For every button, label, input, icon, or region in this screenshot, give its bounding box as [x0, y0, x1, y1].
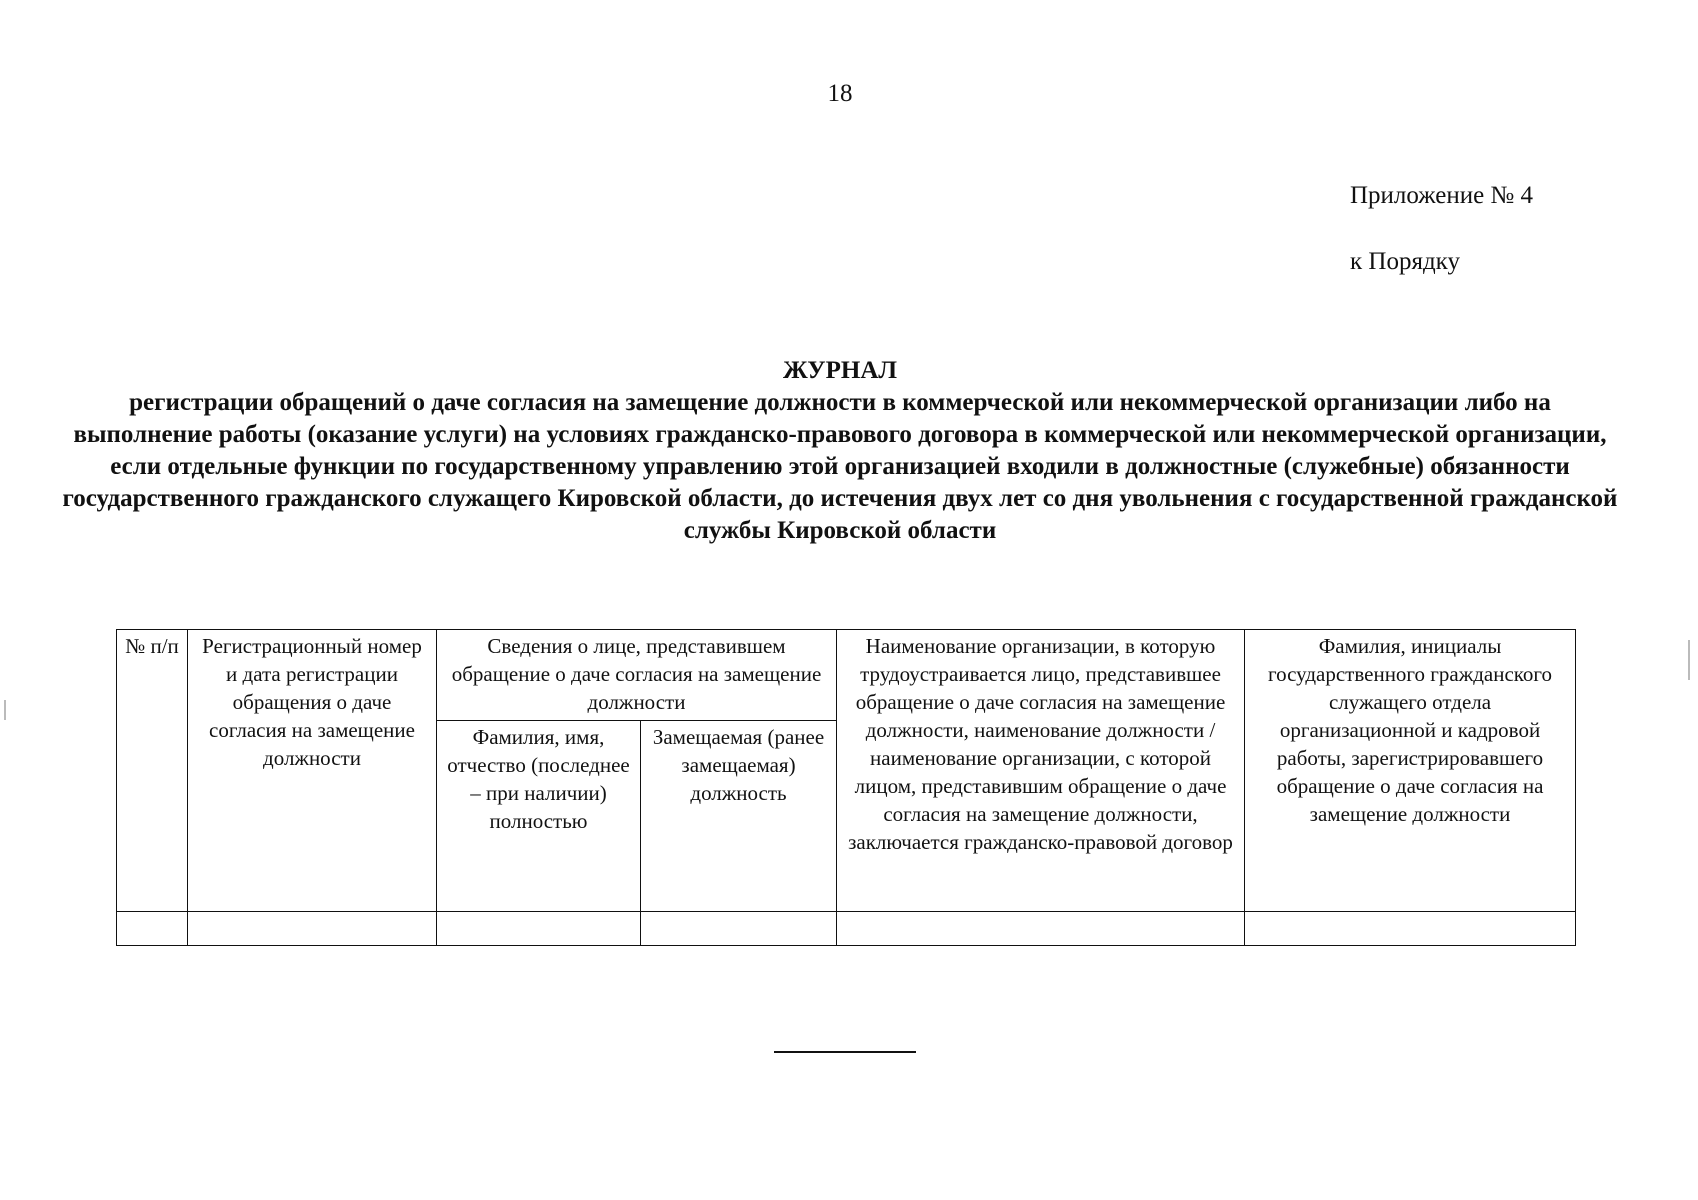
- table-cell: [641, 912, 837, 946]
- appendix-label: Приложение № 4: [1350, 182, 1534, 209]
- title-body: регистрации обращений о даче согласия на замещение должности в коммерческой или некоммерческой организации либо на выполнение работы (оказание услуги) на условиях гражданско-правового договора в коммерческой или некоммерческой организации, если отдельные функции по государственному управлению этой организацией входили в должностные (служебные) обязанности государственного гражданского служащего Кировской области, до истечения двух лет со дня увольнения с государственной гражданской службы Кировской области: [62, 389, 1618, 544]
- header-number: № п/п: [117, 630, 188, 912]
- document-title: [60, 355, 1620, 547]
- table-cell: [837, 912, 1245, 946]
- scan-artifact: [1688, 640, 1690, 680]
- appendix-reference: к Порядку: [1350, 248, 1460, 275]
- page-number: 18: [827, 80, 853, 107]
- table-cell: [117, 912, 188, 946]
- table-row: [117, 912, 1576, 946]
- header-registration: Регистрационный номер и дата регистрации обращения о даче согласия на замещение должности: [188, 630, 437, 912]
- header-full-name: Фамилия, имя, отчество (последнее – при наличии) полностью: [437, 721, 641, 912]
- table-cell: [1245, 912, 1576, 946]
- header-person-info: Сведения о лице, представившем обращение о даче согласия на замещение должности: [437, 630, 837, 721]
- header-organization: Наименование организации, в которую трудоустраивается лицо, представившее обращение о даче согласия на замещение должности, наименование должности / наименование организации, с которой лицом, представившим обращение о даче согласия на замещение должности, заключается гражданско-правовой договор: [837, 630, 1245, 912]
- footer-divider: [774, 1051, 916, 1053]
- header-registrar: Фамилия, инициалы государственного гражданского служащего отдела организационной и кадровой работы, зарегистрировавшего обращение о даче согласия на замещение должности: [1245, 630, 1576, 912]
- header-position: Замещаемая (ранее замещаемая) должность: [641, 721, 837, 912]
- table-cell: [188, 912, 437, 946]
- scan-artifact: [4, 700, 6, 720]
- registration-journal-table: [116, 629, 1576, 946]
- table-cell: [437, 912, 641, 946]
- title-heading: ЖУРНАЛ: [782, 357, 898, 384]
